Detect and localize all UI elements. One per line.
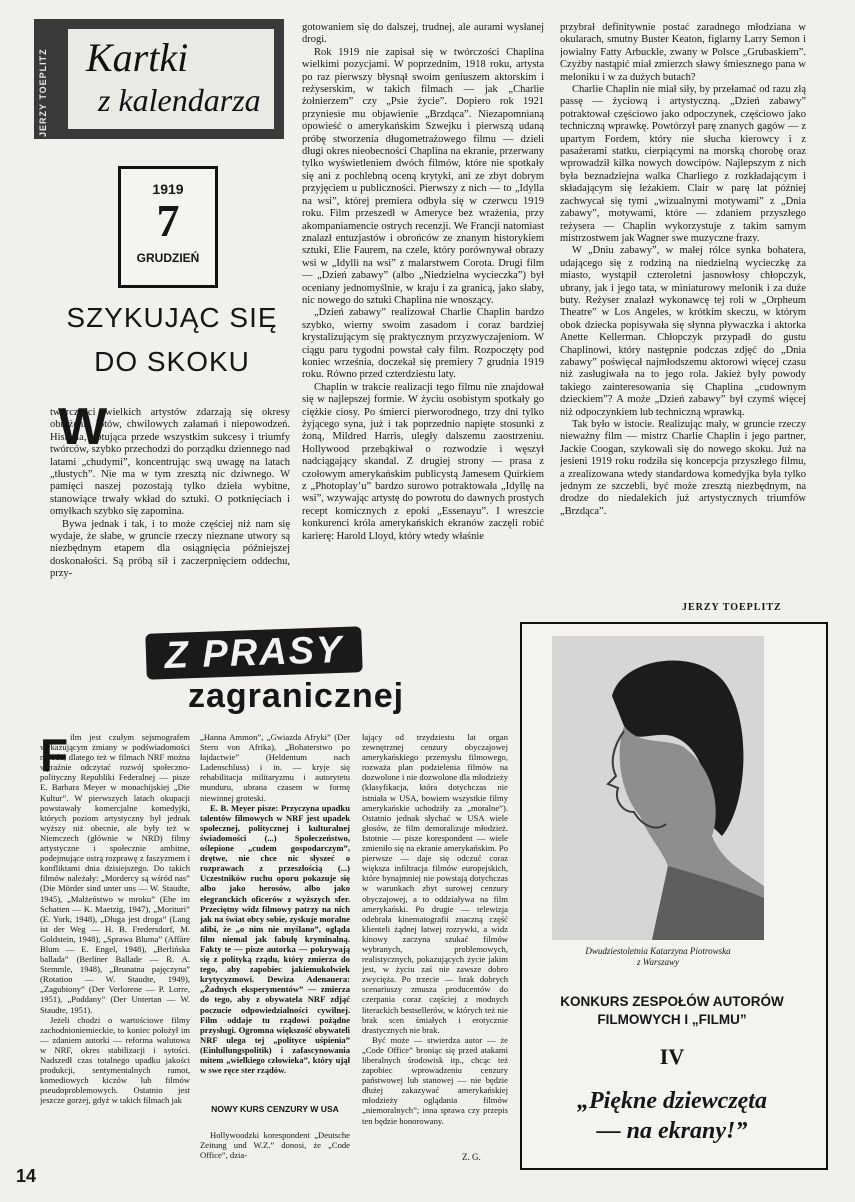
section2-col2-paragraph-1: „Hanna Ammon”, „Gwiazda Afryki” (Der Stern von Afrika), „Bohaterstwo po łajdactwie” (Heldentum nach Ladenschluss) i in. — kryje się rehabilitacja militaryzmu i autorytetu munduru, ubrana czasem w formę niewinnej groteski. bbox=[200, 732, 350, 803]
portrait-illustration bbox=[552, 636, 764, 940]
article-signature: JERZY TOEPLITZ bbox=[682, 602, 782, 613]
article-col2-paragraph-3: „Dzień zabawy” realizował Charlie Chaplin bardzo szybko, wierny swoim zasadom i coraz bardziej krystalizującym się praktycznym przyzwyczajeniom. W ciągu paru tygodni powstał cały film. Rozpoczęty pod koniec września, doczekał się premiery 7 grudnia 1919 roku. Równo przed czterdziestu laty. bbox=[302, 307, 544, 381]
section2-column-3 bbox=[362, 732, 508, 1150]
article-col1-paragraph-2: Bywa jednak i tak, i to może częściej niż nam się wydaje, że słabe, w gruncie rzeczy nieznane utwory są niezbędnym etapem dla osiągnięcia późniejszej doskonałości. Są próbą sił i zaczerpnięciem oddechu, przy- bbox=[50, 518, 290, 580]
article-col3-paragraph-4: Tak było w istocie. Realizując mały, w gruncie rzeczy nieważny film — mistrz Charlie Chaplin i jego partner, Jackie Coogan, szykowali się do nowego skoku. Już na jesieni 1919 roku rodziła się koncepcja przyszłego filmu, a zrealizowana wtedy standardowa komedyjka była tylko jednym ze szczebli, być może zresztą niezbędnym, na drodze do niedalekich już artystycznych triumfów „Brzdąca”. bbox=[560, 419, 806, 517]
article-column-1 bbox=[50, 407, 290, 615]
column-title-card bbox=[68, 29, 274, 129]
contest-title-line1: KONKURS ZESPOŁÓW AUTORÓW bbox=[560, 994, 784, 1009]
article-drop-cap: W bbox=[58, 398, 108, 456]
column-header-banner bbox=[34, 19, 284, 139]
author-vertical-label: JERZY TOEPLITZ bbox=[38, 48, 48, 137]
section2-column-1 bbox=[40, 729, 190, 1158]
article-col3-paragraph-1: przybrał definitywnie postać zaradnego młodziana w okularach, smutny Buster Keaton, figlarny Larry Semon i jowialny Fatty Arbuckle, zwany w Polsce „Grubaskiem”. Czyżby nastąpić miał zmierzch sławy śmiesznego pana w meloniku i w za dużych butach? bbox=[560, 22, 806, 83]
photo-caption-line1: Dwudziestoletnia Katarzyna Piotrowska bbox=[585, 946, 731, 956]
article-col2-paragraph-2: Rok 1919 nie zapisał się w twórczości Chaplina wielkimi pozycjami. W poprzednim, 1918 roku, artysta po raz pierwszy błysnął swoim geniuszem aktorskim i reżyserskim, w takich filmach — jak „Charlie żołnierzem” czy „Psie życie”. Dopiero rok 1921 przyniesie mu objawienie „Brzdąca”. Niezapomnianą opowieść o amerykańskim Szwejku i pierwszą udaną próbę stworzenia długometrażowego filmu — dzieli długi okres nieobecności Chaplina na ekranie, przerwany tylko wyświetleniem dwóch filmów, które nie spotkały się ani z pochlebną oceną krytyki, ani ze zbyt dobrym przyjęciem u publiczności. Pierwszy z nich — to „Idylla na wsi”, której premiera odbyła się w czerwcu 1919 roku. Film przeszedł w Ameryce bez wrażenia, przy akompaniamencie ostrych recenzji. We Francji natomiast znalazł entuzjastów i obrońców ze znanym historykiem sztuki, Elie Faurem, na czele, który porównywał obrazy wsi w „Idylli na wsi” z malarstwem Corota. Drugi film — „Dzień zabawy” (albo „Niedzielna wycieczka”) był oceniany jednomyślnie, w kraju i za granicą, jako słaby, nic nowego do sztuki Chaplina nie wnoszący. bbox=[302, 46, 544, 306]
date-month: GRUDZIEŃ bbox=[136, 251, 200, 265]
contest-roman-numeral: IV bbox=[659, 1044, 685, 1069]
section2-col1-paragraph-2: Jeżeli chodzi o wartościowe filmy zachodnioniemieckie, to koniec położył im — zdaniem autorki — reforma walutowa w NRF, okres stabilizacji i sytości. Nadszedł czas totalnego upadku jakości produkcji, sentymentalnych ramot, komediowych kiczów lub filmów pseudoproblemowych. Ostatnio jest jeszcze gorzej, gdyż w takich filmach jak bbox=[40, 1014, 190, 1106]
article-col2-paragraph-4: Chaplin w trakcie realizacji tego filmu nie znajdował się w najlepszej formie. W życiu osobistym spotkały go ciężkie ciosy. Po śmierci pierworodnego, trzy dni tylko żyjącego syna, już i tak poprzednio napięte stosunki z żoną, Mildred Harris, uległy dalszemu zaostrzeniu. Hollywood przebąkiwał o rozwodzie i węszył nadciągający skandal. Z drugiej strony — prasa z czołowym amerykańskim publicystą Jamesem Quirkiem z „Photoplay’u” bardzo surowo potraktowała „Idyllę na wsi”, wzywając artystę do powrotu do dawnych prostych recept komicznych z epoki „Essenayu”. I wreszcie konkurenci króla amerykańskich ekranów zaczęli robić karierę: Harold Lloyd, który wtedy właśnie bbox=[302, 381, 544, 542]
section2-drop-cap: F bbox=[40, 729, 69, 781]
section2-col3-paragraph-2: Być może — stwierdza autor — że „Code Office” broniąc się przed atakami liberalnych środowisk itp., chcąc też zapobiec wprowadzeniu cenzury państwowej lub stanowej — nie będzie dłużej zakazywać amerykańskiej młodzieży oglądania filmów „niemoralnych”; inna sprawa czy przepis ten będzie honorowany. bbox=[362, 1034, 508, 1126]
date-box bbox=[118, 166, 218, 288]
article-col3-paragraph-2: Charlie Chaplin nie miał siły, by przełamać od razu złą passę — życiową i artystyczną. „Dzień zabawy” potraktował częściowo jako odpoczynek, częściowo jako techniczną wprawkę. Powtórzył parę znanych gagów — z upartym Fordem, który nie słucha kierowcy i z pasażerami statku, cierpiącymi na morską chorobę oraz wprowadził kilka nowych dowcipów. Najlepszym z nich była beznadziejna walka Charliego z rozkładającym i składającym się leżakiem. Clair w parę lat później zachwycał się tymi „wizualnymi motywami” z „Dnia zabawy”, motywami, które — zdaniem przyszłego reżysera — Chaplin wykorzystuje z takim samym mistrzostwem jak Wagner swe muzyczne frazy. bbox=[560, 84, 806, 244]
date-day: 7 bbox=[156, 195, 180, 246]
section2-col2-paragraph-3: Hollywoodzki korespondent „Deutsche Zeitung und W.Z.” donosi, że „Code Office”, dzia- bbox=[200, 1130, 350, 1161]
article-col3-paragraph-3: W „Dniu zabawy”, w małej rólce synka bohatera, udającego się z rodziną na niedzielną wycieczkę za miasto, wystąpił czteroletni jasnowłosy chłopczyk, ubrany, jak i jego tata, w miniaturowy melonik i za duże buty. Reżyser znalazł wykonawcę tej roli w „Orpheum Theatre” w Los Angeles, w krótkim skeczu, w którym obok dziecka popisywała się słynna pływaczka i aktorka Anette Kellerman. Chłopczyk przypadł do gustu Chaplinowi, który następnie podczas zdjęć do „Dnia zabawy” poświęcał najmłodszemu aktorowi więcej czasu niż zasługiwała na to jego rola. Jakież były powody takiego zainteresowania się Chaplina „cudownym dzieckiem”? A może „Dzień zabawy” był czymś więcej niż odpoczynkiem lub techniczną wprawką. bbox=[560, 245, 806, 418]
article-column-3 bbox=[560, 22, 806, 597]
article-column-2 bbox=[302, 22, 544, 624]
article-col2-paragraph-1: gotowaniem się do dalszej, trudnej, ale aurami wysłanej drogi. bbox=[302, 22, 544, 46]
date-year: 1919 bbox=[152, 181, 184, 197]
section-title-line1: Z PRASY bbox=[163, 628, 345, 678]
censorship-subheading: NOWY KURS CENZURY W USA bbox=[211, 1104, 339, 1114]
contest-slogan-line1: „Piękne dziewczęta bbox=[577, 1088, 767, 1114]
photo-caption-line2: z Warszawy bbox=[637, 957, 679, 967]
section2-column-2 bbox=[200, 732, 350, 1096]
section2-signature: Z. G. bbox=[462, 1152, 481, 1162]
headline-line2: DO SKOKU bbox=[94, 346, 250, 377]
page-number: 14 bbox=[16, 1166, 37, 1186]
section2-col3-paragraph-1: łający od trzydziestu lat organ zewnętrznej cenzury obyczajowej amerykańskiego przemysłu filmowego, rozważa plan podzielenia filmów na dozwolone i nie dozwolone dla młodzieży (klasyfikacja, która dotychczas nie istniała w USA, bowiem wszystkie filmy amerykańskie uchodziły za „moralne”). Ostatnio jednak słychać w USA wiele głosów, że film demoralizuje młodzież. Istotnie — pisze korespondent — wiele zmieniło się na ekranie amerykańskim. Po pierwsze — daje się odczuć coraz większa infiltracja filmów europejskich, które bynajmniej nie powstają dotychczas w warunkach zbyt surowej cenzury obyczajowej, a to oddziaływa na film amerykański. Po drugie — telewizja odebrała kinematografii znaczną część klienteli żądnej łatwej rozrywki, a widz kinowy zaczyna szukać filmów wybranych, problemowych, realistycznych, pokazujących życie jakim jest, w życiu zaś nie zawsze dobro zwycięża. Po trzecie — brak dobrych scenariuszy zmusza producentów do czerpania coraz częściej z modnych literackich bestsellerów, w których też nie brak scen śmiałych i erotycznie drastycznych nie brak. bbox=[362, 732, 508, 1035]
section-title-line2: zagranicznej bbox=[188, 677, 405, 715]
column-title-line2: z kalendarza bbox=[98, 82, 261, 118]
contest-title-line2: FILMOWYCH I „FILMU” bbox=[597, 1012, 747, 1027]
article-col1-paragraph-1: twórczości wielkich artystów zdarzają się okresy obniżenia lotów, chwilowych załamań i niepowodzeń. Historia, notująca przede wszystkim sukcesy i triumfy twórców, szybko przechodzi do porządku dziennego nad latami „chudymi”, koncentrując swą uwagę na latach „tłustych”. Nie ma w tym zresztą nic dziwnego. W pamięci naszej pozostają tylko dzieła wybitne, stanowiące trwały wkład do sztuki. O potknięciach i omyłkach szybko się zapomina. bbox=[50, 407, 290, 518]
section2-col2-paragraph-2: E. B. Meyer pisze: Przyczyna upadku talentów filmowych w NRF jest upadek społecznej, politycznej i kulturalnej świadomości (...) Społeczeństwo, oślepione „cudem gospodarczym”, drętwe, nie chce nic słyszeć o rozprawach z przeszłością (...) Uczestników ruchu oporu pokazuje się albo jako herosów, albo jako elegranckich oficerów z wyższych sfer. Przeciętny widz filmowy patrzy na nich jak na świat obcy sobie, zyskuje moralne alibi, że „o nim nie myślano”, ogląda film niemal jak fabułę kryminalną. Fakty te — pisze autorka — pokrywają się z polityką rządu, który zmierza do tego, aby zapobiec jakiemukolwiek krytycyzmowi. Dewiza Adenauera: „Żadnych eksperymentów” — zmierza do tego, aby z obywatela NRF zdjąć poczucie odpowiedzialności cywilnej. Film oddaje tu rządowi pożądne przysługi. Ogromna większość obywateli NRF ulega tej „polityce uśpienia” (Einlullungspolitik) i zafascynowania mitem „wielkiego człowieka”, który ujął w swe ręce ster rządów. bbox=[200, 802, 350, 1076]
contest-slogan-line2: — na ekrany!” bbox=[596, 1118, 748, 1144]
section2-column-2-tail bbox=[200, 1130, 350, 1162]
column-title-line1: Kartki bbox=[86, 35, 189, 80]
section2-col1-lead: ilm jest czułym sejsmografem wykazującym zmiany w podświadomości narodu, dlatego też w filmach NRF można wyraźnie odczytać rozwój społeczno-polityczny Republiki Federalnej — pisze E. Barbara Meyer w monachijskiej „Die Kultur”. W pierwszych latach okupacji powstawały komercjalne komedyjki, których poziom artystyczny był jednak wyższy niż obecnie, ale były też w Niemczech (głównie w NRD) filmy artystyczne i społecznie ambitne, podejmujące ostrą rozprawę z faszyzmem i konfliktami dnia dzisiejszego. Do takich filmów należały: „Mordercy są wśród nas” (Die Mörder sind unter uns — W. Staudte, 1945), „Małżeństwo w mroku” (Ehe im Schatten — K. Maetzig, 1947), „Morituri” (E. York, 1948), „Długa jest droga” (Lang ist der Weg — H. B. Fredersdorf, M. Goldstein, 1948), „Sprawa Bluma” (Affäre Blum — E. Engel, 1948), „Berlińska ballada” (Berliner Ballade — R. A. Stemmle, 1948), „Brunatna pajęczyna” (Rotation — W. Staudte, 1949), „Zagubiony” (Der Verlorene — P. Lorre, 1951), „Poddany” (Der Untertan — W. Staudte, 1951). bbox=[40, 732, 190, 1015]
section-title-badge bbox=[145, 626, 362, 680]
headline-line1: SZYKUJĄC SIĘ bbox=[66, 302, 278, 333]
portrait-photo bbox=[552, 636, 764, 940]
